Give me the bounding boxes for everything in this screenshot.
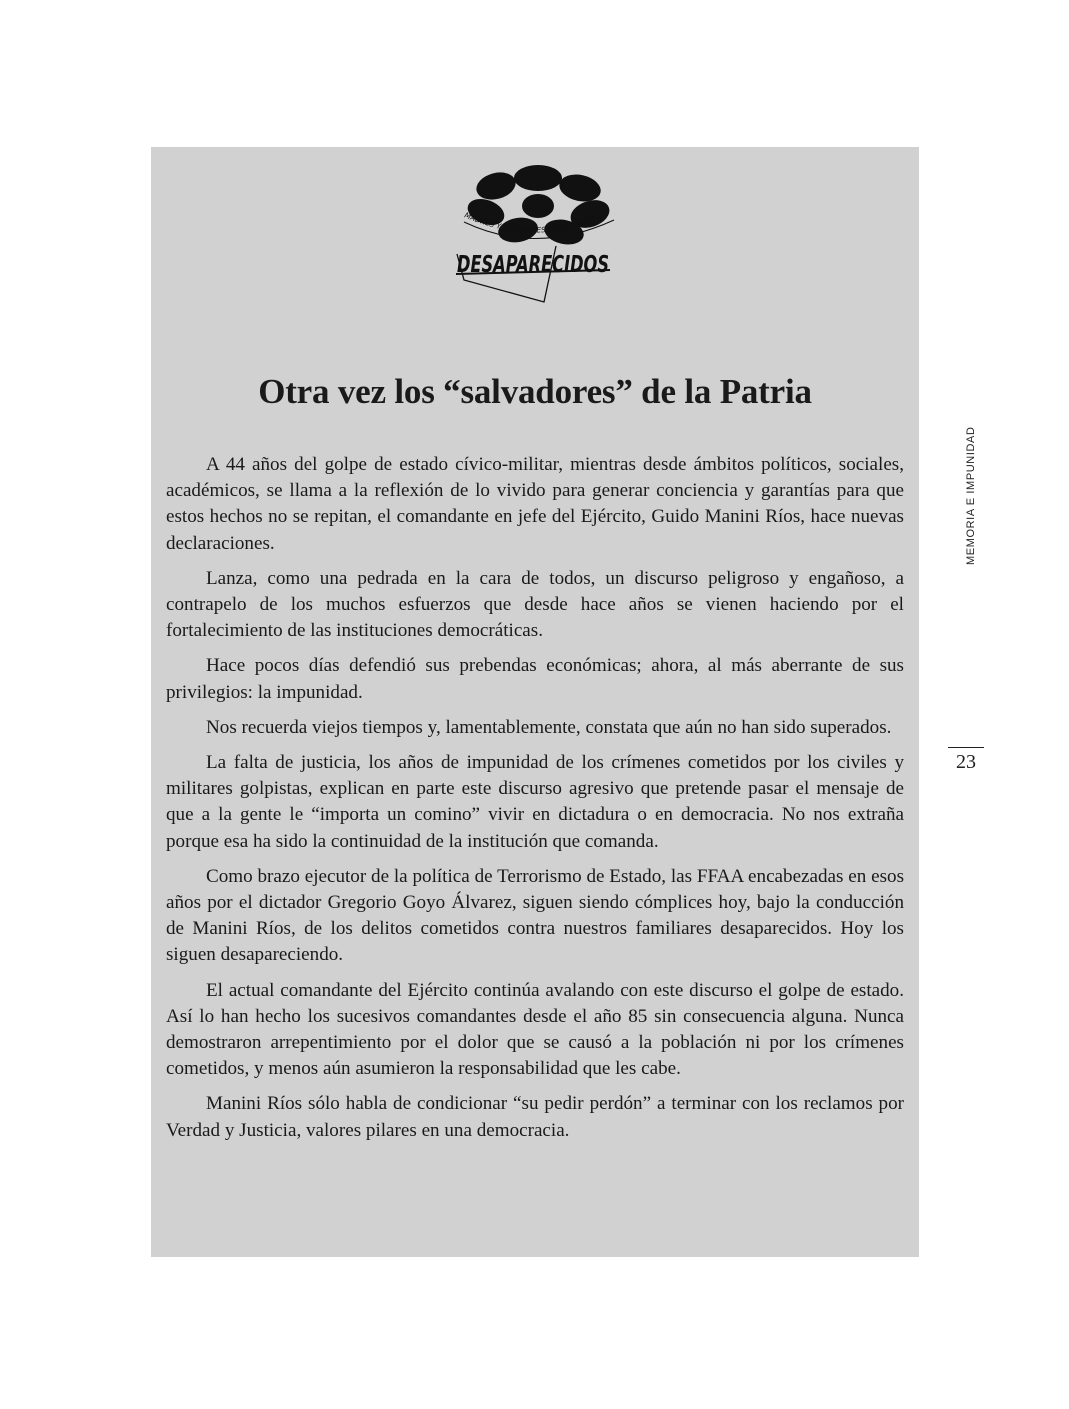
paragraph: La falta de justicia, los años de impunidad de los crímenes cometidos por los civiles y militares golpistas, explican en parte este discurso agresivo que pretende pasar el mensaje de que a la gente le “importa un comino” vivir en dictadura o en democracia. No nos extraña porque esa ha sido la continuidad de la institución que comanda. <box>166 752 904 852</box>
logo-wordmark: DESAPARECIDOS <box>457 252 609 278</box>
paragraph: A 44 años del golpe de estado cívico-militar, mientras desde ámbitos políticos, sociales, académicos, se llama a la reflexión de lo vivido para generar conciencia y garantías para que estos hechos no se repitan, el comandante en jefe del Ejército, Guido Manini Ríos, hace nuevas declaraciones. <box>166 454 904 554</box>
flower-icon <box>464 165 613 248</box>
paragraph: Hace pocos días defendió sus prebendas económicas; ahora, al más aberrante de sus privilegios: la impunidad. <box>166 655 904 703</box>
organization-logo <box>452 162 624 312</box>
paragraph: Lanza, como una pedrada en la cara de todos, un discurso peligroso y engañoso, a contrapelo de los muchos esfuerzos que desde hace años se vienen haciendo por el fortalecimiento de las instituciones democráticas. <box>166 567 904 642</box>
paragraph: Manini Ríos sólo habla de condicionar “su pedir perdón” a terminar con los reclamos por Verdad y Justicia, valores pilares en una democracia. <box>166 1093 904 1141</box>
section-label: MEMORIA E IMPUNIDAD <box>965 426 977 565</box>
paragraph: Nos recuerda viejos tiempos y, lamentablemente, constata que aún no han sido superados. <box>206 716 892 738</box>
paragraph: El actual comandante del Ejército continúa avalando con este discurso el golpe de estado. Así lo han hecho los sucesivos comandantes desde el año 85 sin consecuencia alguna. Nunca demostraron arrepentimiento por el dolor que se causó a la población ni por los crímenes cometidos, y menos aún asumieron la responsabilidad que les cabe. <box>166 979 904 1080</box>
page-number-rule <box>948 747 984 748</box>
article-body <box>166 452 904 1153</box>
article-title: Otra vez los “salvadores” de la Patria <box>258 372 812 411</box>
paragraph: Como brazo ejecutor de la política de Terrorismo de Estado, las FFAA encabezadas en esos años por el dictador Gregorio Goyo Álvarez, siguen siendo cómplices hoy, bajo la conducción de Manini Ríos, de los delitos cometidos contra nuestros familiares desaparecidos. Hoy los siguen desapareciendo. <box>166 865 904 966</box>
logo-arc-text: MADRES Y FAMILIARES DE DETENIDOS <box>463 210 604 235</box>
page-number: 23 <box>956 751 976 773</box>
